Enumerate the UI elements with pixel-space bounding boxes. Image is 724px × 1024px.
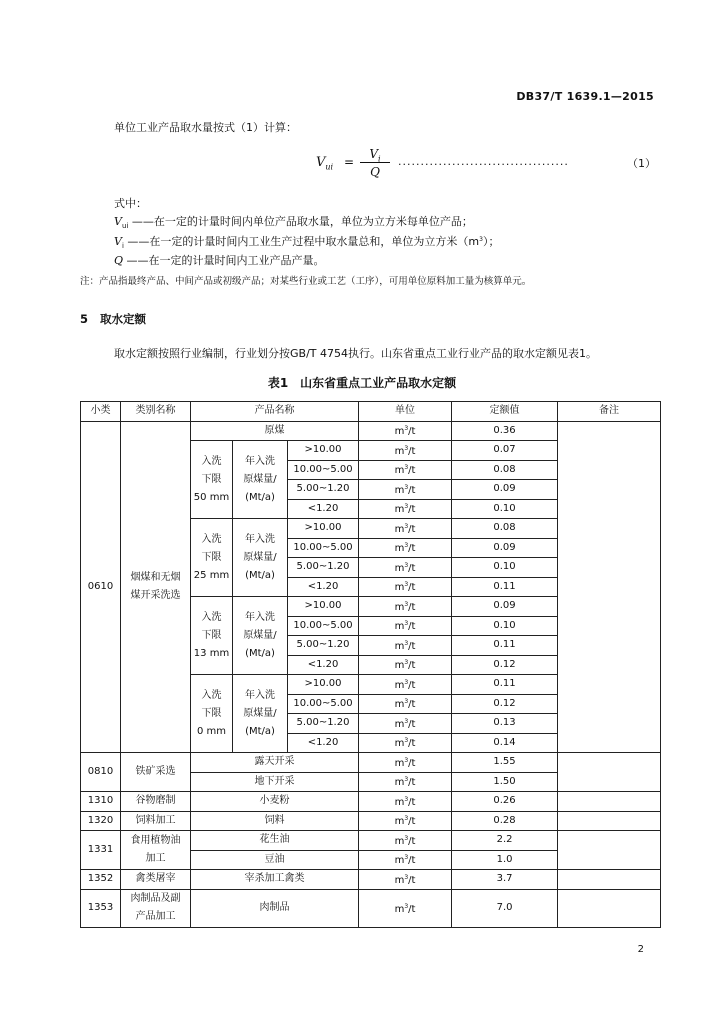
definition-vui: $V_{ui}$ ——在一定的计量时间内单位产品取水量，单位为立方米每单位产品； xyxy=(114,215,473,231)
unit-cell: $m^3/t$ xyxy=(359,714,452,734)
category-cell: 铁矿采选 xyxy=(121,753,191,792)
water-quota-table xyxy=(80,401,661,928)
quota-cell: 0.08 xyxy=(452,519,558,539)
header-category: 类别名称 xyxy=(121,402,191,422)
quota-cell: 2.2 xyxy=(452,831,558,851)
product-cell: 地下开采 xyxy=(191,772,359,792)
code-cell: 0810 xyxy=(81,753,121,792)
category-cell: 肉制品及副 产品加工 xyxy=(121,889,191,927)
range-cell: >10.00 xyxy=(288,519,359,539)
quota-cell: 0.13 xyxy=(452,714,558,734)
formula-lhs: $V_{ui}$ xyxy=(316,155,334,172)
header-code: 小类 xyxy=(81,402,121,422)
capacity-cell: 年入洗 原煤量/ (Mt/a) xyxy=(233,597,288,675)
table-row xyxy=(81,870,661,890)
quota-cell: 0.36 xyxy=(452,421,558,441)
header-quota: 定额值 xyxy=(452,402,558,422)
unit-cell: $m^3/t$ xyxy=(359,538,452,558)
table-row xyxy=(81,421,661,441)
remark-cell xyxy=(558,870,661,890)
unit-cell: $m^3/t$ xyxy=(359,636,452,656)
remark-cell xyxy=(558,792,661,812)
unit-cell: $m^3/t$ xyxy=(359,792,452,812)
code-cell: 1320 xyxy=(81,811,121,831)
unit-cell: $m^3/t$ xyxy=(359,889,452,927)
product-cell: 豆油 xyxy=(191,850,359,870)
range-cell: <1.20 xyxy=(288,577,359,597)
unit-cell: $m^3/t$ xyxy=(359,694,452,714)
wash-limit-cell: 入洗 下限 13 mm xyxy=(191,597,233,675)
table-caption: 表1 山东省重点工业产品取水定额 xyxy=(267,376,457,390)
document-code: DB37/T 1639.1—2015 xyxy=(516,90,654,103)
unit-cell: $m^3/t$ xyxy=(359,480,452,500)
range-cell: >10.00 xyxy=(288,675,359,695)
unit-cell: $m^3/t$ xyxy=(359,753,452,773)
unit-cell: $m^3/t$ xyxy=(359,460,452,480)
code-cell: 0610 xyxy=(81,421,121,753)
product-cell: 小麦粉 xyxy=(191,792,359,812)
quota-cell: 0.09 xyxy=(452,597,558,617)
range-cell: 10.00~5.00 xyxy=(288,538,359,558)
quota-cell: 0.11 xyxy=(452,577,558,597)
quota-cell: 0.14 xyxy=(452,733,558,753)
where-label: 式中： xyxy=(114,197,147,210)
product-cell: 饲料 xyxy=(191,811,359,831)
quota-cell: 1.0 xyxy=(452,850,558,870)
quota-cell: 0.08 xyxy=(452,460,558,480)
quota-cell: 1.50 xyxy=(452,772,558,792)
range-cell: <1.20 xyxy=(288,499,359,519)
remark-cell xyxy=(558,811,661,831)
formula-leader-dots: ...................................... xyxy=(398,155,569,168)
quota-cell: 0.26 xyxy=(452,792,558,812)
unit-cell: $m^3/t$ xyxy=(359,616,452,636)
header-product: 产品名称 xyxy=(191,402,359,422)
range-cell: 5.00~1.20 xyxy=(288,480,359,500)
product-cell: 肉制品 xyxy=(191,889,359,927)
page-number: 2 xyxy=(637,944,644,955)
remark-cell xyxy=(558,831,661,870)
unit-cell: $m^3/t$ xyxy=(359,558,452,578)
section-paragraph: 取水定额按照行业编制，行业划分按GB/T 4754执行。山东省重点工业行业产品的取水定额见表1。 xyxy=(114,347,597,360)
range-cell: 10.00~5.00 xyxy=(288,460,359,480)
remark-cell xyxy=(558,421,661,753)
product-cell: 原煤 xyxy=(191,421,359,441)
range-cell: <1.20 xyxy=(288,733,359,753)
section-heading: 5 取水定额 xyxy=(80,312,147,326)
code-cell: 1352 xyxy=(81,870,121,890)
formula-intro: 单位工业产品取水量按式（1）计算： xyxy=(114,121,297,134)
quota-cell: 0.11 xyxy=(452,636,558,656)
category-cell: 烟煤和无烟 煤开采洗选 xyxy=(121,421,191,753)
capacity-cell: 年入洗 原煤量/ (Mt/a) xyxy=(233,519,288,597)
unit-cell: $m^3/t$ xyxy=(359,441,452,461)
range-cell: >10.00 xyxy=(288,441,359,461)
code-cell: 1310 xyxy=(81,792,121,812)
unit-cell: $m^3/t$ xyxy=(359,421,452,441)
quota-cell: 0.09 xyxy=(452,480,558,500)
unit-cell: $m^3/t$ xyxy=(359,577,452,597)
code-cell: 1353 xyxy=(81,889,121,927)
range-cell: <1.20 xyxy=(288,655,359,675)
category-cell: 谷物磨制 xyxy=(121,792,191,812)
range-cell: 10.00~5.00 xyxy=(288,616,359,636)
definition-vi: $V_i$ ——在一定的计量时间内工业生产过程中取水量总和，单位为立方米$(m^3)$； xyxy=(114,235,500,251)
unit-cell: $m^3/t$ xyxy=(359,850,452,870)
wash-limit-cell: 入洗 下限 25 mm xyxy=(191,519,233,597)
range-cell: 5.00~1.20 xyxy=(288,558,359,578)
quota-cell: 3.7 xyxy=(452,870,558,890)
header-remark: 备注 xyxy=(558,402,661,422)
category-cell: 禽类屠宰 xyxy=(121,870,191,890)
capacity-cell: 年入洗 原煤量/ (Mt/a) xyxy=(233,441,288,519)
formula-1 xyxy=(316,146,656,186)
range-cell: 5.00~1.20 xyxy=(288,636,359,656)
quota-cell: 0.07 xyxy=(452,441,558,461)
quota-cell: 7.0 xyxy=(452,889,558,927)
unit-cell: $m^3/t$ xyxy=(359,831,452,851)
unit-cell: $m^3/t$ xyxy=(359,733,452,753)
product-cell: 宰杀加工禽类 xyxy=(191,870,359,890)
remark-cell xyxy=(558,889,661,927)
quota-cell: 0.10 xyxy=(452,499,558,519)
quota-cell: 0.28 xyxy=(452,811,558,831)
quota-cell: 0.10 xyxy=(452,616,558,636)
unit-cell: $m^3/t$ xyxy=(359,772,452,792)
wash-limit-cell: 入洗 下限 50 mm xyxy=(191,441,233,519)
definition-q: Q ——在一定的计量时间内工业产品产量。 xyxy=(114,254,325,267)
quota-cell: 0.09 xyxy=(452,538,558,558)
formula-fraction: $V_i$ Q xyxy=(360,146,390,179)
range-cell: 5.00~1.20 xyxy=(288,714,359,734)
table-row xyxy=(81,831,661,851)
category-cell: 饲料加工 xyxy=(121,811,191,831)
product-cell: 花生油 xyxy=(191,831,359,851)
formula-equals: = xyxy=(344,155,355,169)
quota-cell: 0.10 xyxy=(452,558,558,578)
range-cell: 10.00~5.00 xyxy=(288,694,359,714)
capacity-cell: 年入洗 原煤量/ (Mt/a) xyxy=(233,675,288,753)
note: 注：产品指最终产品、中间产品或初级产品；对某些行业或工艺（工序），可用单位原料加工量为核算单元。 xyxy=(80,276,532,287)
unit-cell: $m^3/t$ xyxy=(359,597,452,617)
quota-cell: 0.12 xyxy=(452,694,558,714)
table-row xyxy=(81,811,661,831)
remark-cell xyxy=(558,753,661,792)
formula-number: （1） xyxy=(627,157,656,170)
quota-cell: 0.11 xyxy=(452,675,558,695)
quota-cell: 1.55 xyxy=(452,753,558,773)
quota-cell: 0.12 xyxy=(452,655,558,675)
unit-cell: $m^3/t$ xyxy=(359,811,452,831)
table-row xyxy=(81,753,661,773)
code-cell: 1331 xyxy=(81,831,121,870)
table-row xyxy=(81,889,661,927)
wash-limit-cell: 入洗 下限 0 mm xyxy=(191,675,233,753)
category-cell: 食用植物油 加工 xyxy=(121,831,191,870)
unit-cell: $m^3/t$ xyxy=(359,675,452,695)
table-row xyxy=(81,792,661,812)
table-header-row xyxy=(81,402,661,422)
unit-cell: $m^3/t$ xyxy=(359,519,452,539)
range-cell: >10.00 xyxy=(288,597,359,617)
unit-cell: $m^3/t$ xyxy=(359,870,452,890)
product-cell: 露天开采 xyxy=(191,753,359,773)
unit-cell: $m^3/t$ xyxy=(359,499,452,519)
header-unit: 单位 xyxy=(359,402,452,422)
unit-cell: $m^3/t$ xyxy=(359,655,452,675)
